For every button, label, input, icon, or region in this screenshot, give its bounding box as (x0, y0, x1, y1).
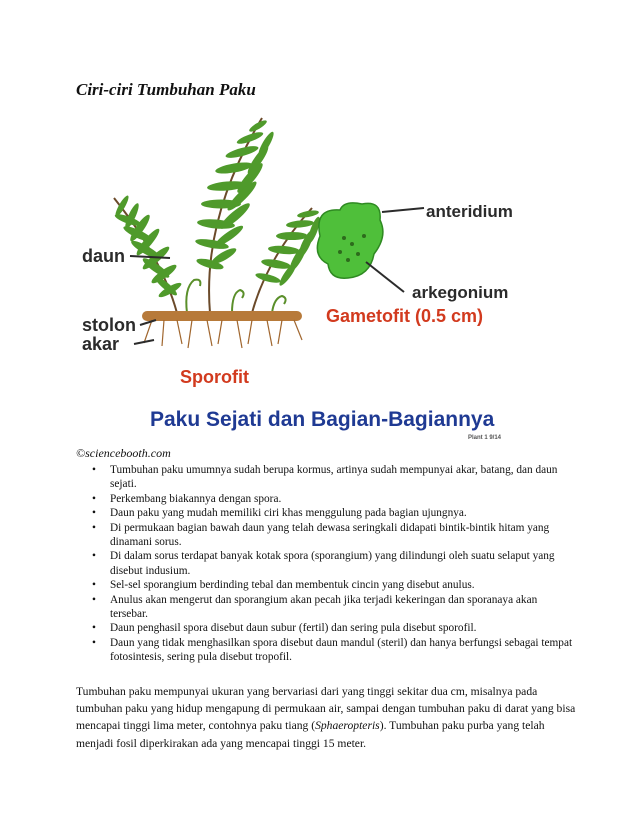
list-item: • Tumbuhan paku umumnya sudah berupa kormus, artinya sudah mempunyai akar, batang, dan daun sejati. (92, 464, 558, 491)
plate-mark: Plant 1 9/14 (468, 435, 502, 441)
fern-fronds (113, 118, 322, 313)
list-item: • Daun paku yang mudah memiliki ciri khas menggulung pada bagian ujungnya. (92, 507, 467, 520)
bullet-icon: • (92, 550, 96, 563)
label-sporofit: Sporofit (180, 367, 249, 387)
label-gametofit: Gametofit (0.5 cm) (326, 306, 484, 326)
label-daun: daun (82, 246, 125, 266)
label-arkegonium: arkegonium (412, 283, 509, 302)
stolon-and-roots (142, 311, 302, 348)
list-item: • Anulus akan mengerut dan sporangium akan pecah jika terjadi kekeringan dan sporanaya akan tersebar. (92, 593, 538, 621)
fern-diagram (82, 108, 550, 443)
figure-caption: Paku Sejati dan Bagian-Bagiannya (150, 408, 495, 431)
list-item: • Di permukaan bagian bawah daun yang telah dewasa seringkali didapati bintik-bintik hitam yang dinamani sorus. (92, 521, 550, 549)
list-item: • Daun yang tidak menghasilkan spora disebut daun mandul (steril) dan hanya berfungsi sebagai tempat fotosintesis, sering pula disebut tropofil. (92, 636, 573, 664)
list-item: • Di dalam sorus terdapat banyak kotak spora (sporangium) yang dilindungi oleh suatu selaput yang disebut indusium. (92, 550, 555, 577)
gametophyte (317, 202, 513, 326)
bullet-icon: • (92, 579, 96, 592)
list-item: • Sel-sel sporangium berdinding tebal dan membentuk cincin yang disebut anulus. (92, 579, 475, 592)
bullet-icon: • (92, 593, 96, 606)
characteristics-list (76, 463, 576, 665)
bullet-icon: • (92, 492, 96, 505)
bullet-icon: • (92, 507, 96, 520)
list-item: • Daun penghasil spora disebut daun subur (fertil) dan sering pula disebut sporofil. (92, 622, 477, 635)
bullet-icon: • (92, 521, 96, 534)
species-name: Sphaeropteris (315, 719, 380, 733)
label-akar: akar (82, 334, 120, 354)
body-paragraph: Tumbuhan paku mempunyai ukuran yang bervariasi dari yang tinggi sekitar dua cm, misalnya pada tumbuhan paku yang hidup mengapung di permukaan air, sampai dengan tumbuhan paku di darat yang bisa mencapai tinggi lima meter, contohnya paku tiang (Sphaeropteris). Tumbuhan paku purba yang telah menjadi fosil diperkirakan ada yang mencapai tinggi 15 meter. (76, 685, 576, 750)
list-item: • Perkembang biakannya dengan spora. (92, 492, 282, 505)
bullet-icon: • (92, 622, 96, 635)
bullet-icon: • (92, 464, 96, 476)
label-anteridium: anteridium (426, 202, 513, 221)
label-stolon: stolon (82, 315, 136, 335)
image-credit: ©sciencebooth.com (76, 446, 171, 460)
page-title: Ciri-ciri Tumbuhan Paku (76, 80, 256, 99)
bullet-icon: • (92, 636, 96, 649)
